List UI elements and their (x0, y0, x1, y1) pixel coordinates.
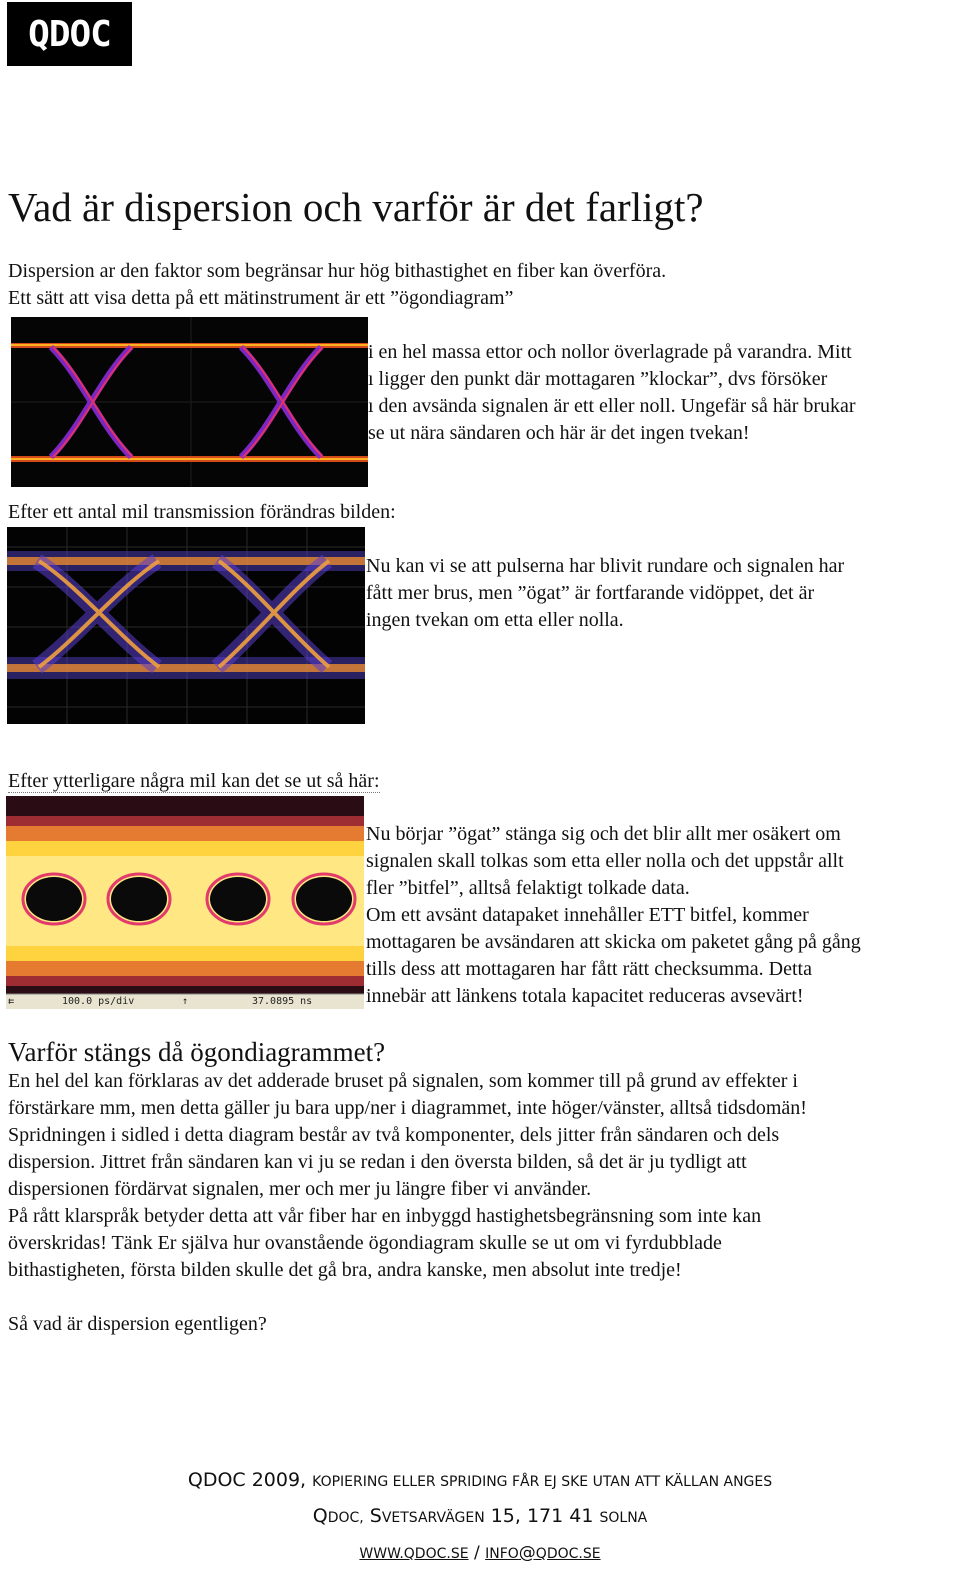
eye3-text-line-1: Nu börjar ”ögat” stänga sig och det blir allt mer osäkert om (366, 823, 841, 845)
scope-up-arrow-icon: ↑ (182, 996, 189, 1007)
scope-time-position: 37.0895 ns (252, 996, 313, 1007)
caption-after-transmission: Efter ett antal mil transmission förändras bilden: (8, 501, 396, 523)
body-line-1: En hel del kan förklaras av det adderade bruset på signalen, som kommer till på grund av effekter i (8, 1070, 798, 1092)
body-line-4: dispersion. Jittret från sändaren kan vi ju se redan i den översta bilden, så det är ju tydligt att (8, 1151, 747, 1173)
eye1-text-line-4: se ut nära sändaren och här är det ingen tvekan! (368, 422, 750, 444)
body-line-6: På rått klarspråk betyder detta att vår fiber har en inbyggd hastighetsbegränsning som inte kan (8, 1205, 762, 1227)
caption-further-miles: Efter ytterligare några mil kan det se ut så här: (8, 770, 380, 792)
body-paragraph (8, 1068, 953, 1284)
eye2-text-line-2: fått mer brus, men ”ögat” är fortfarande vidöppet, det är (366, 582, 815, 604)
eye3-text-line-7: innebär att länkens totala kapacitet reduceras avsevärt! (366, 985, 804, 1007)
page-title: Vad är dispersion och varför är det farligt? (8, 184, 704, 230)
eye3-text-line-4: Om ett avsänt datapaket innehåller ETT bitfel, kommer (366, 904, 809, 926)
eye1-text-line-1: i en hel massa ettor och nollor överlagrade på varandra. Mitt (368, 341, 852, 363)
eye3-text-line-6: tills dess att mottagaren har fått rätt checksumma. Detta (366, 958, 812, 980)
body-line-3: Spridningen i sidled i detta diagram består av två komponenter, dels jitter från sändaren och dels (8, 1124, 780, 1146)
eye2-text-line-1: Nu kan vi se att pulserna har blivit rundare och signalen har (366, 555, 845, 577)
intro-line-2: Ett sätt att visa detta på ett mätinstrument är ett ”ögondiagram” (8, 287, 514, 309)
logo-text: QDOC (28, 13, 111, 55)
section-heading: Varför stängs då ögondiagrammet? (8, 1037, 386, 1067)
footer-copyright: QDOC 2009, KOPIERING ELLER SPRIDING FÅR EJ SKE UTAN ATT KÄLLAN ANGES (187, 1469, 773, 1491)
body-line-8: bithastigheten, första bilden skulle det gå bra, andra kanske, men absolut inte tredje! (8, 1259, 682, 1281)
qdoc-logo (7, 2, 132, 66)
intro-line-1: Dispersion ar den faktor som begränsar hur hög bithastighet en fiber kan överföra. (8, 260, 667, 282)
eye3-text-line-5: mottagaren be avsändaren att skicka om paketet gång på gång (366, 931, 861, 953)
body-line-5: dispersionen fördärvat signalen, mer och mer ju längre fiber vi använder. (8, 1178, 592, 1200)
eye-diagram-closing-image (6, 796, 364, 1009)
eye1-text-line-3: ı den avsända signalen är ett eller noll. Ungefär så här brukar (368, 395, 856, 417)
eye2-text-line-3: ingen tvekan om etta eller nolla. (366, 609, 624, 631)
eye-diagram-noisy-image (7, 527, 365, 724)
website-link[interactable]: WWW.QDOC.SE (359, 1546, 469, 1562)
eye1-text-line-2: ı ligger den punkt där mottagaren ”klockar”, dvs försöker (368, 368, 828, 390)
body-line-7: överskridas! Tänk Er själva hur ovanstående ögondiagram skulle se ut om vi fyrdubblade (8, 1232, 722, 1254)
scope-timebase: 100.0 ps/div (62, 996, 135, 1007)
eye3-text-line-3: fler ”bitfel”, alltså felaktigt tolkade data. (366, 877, 690, 899)
scope-readout-bar (6, 994, 364, 1009)
email-link[interactable]: INFO@QDOC.SE (485, 1543, 601, 1563)
footer-address: QDOC, SVETSARVÄGEN 15, 171 41 SOLNA (312, 1505, 648, 1527)
scope-marker-icon: ⇇ (8, 996, 15, 1007)
closing-question: Så vad är dispersion egentligen? (8, 1313, 267, 1335)
eye-diagram-clean-image (11, 317, 368, 487)
footer-links: WWW.QDOC.SE / INFO@QDOC.SE (359, 1543, 601, 1563)
eye3-text-line-2: signalen skall tolkas som etta eller nolla och det uppstår allt (366, 850, 844, 872)
body-line-2: förstärkare mm, men detta gäller ju bara upp/ner i diagrammet, inte höger/vänster, alltså tidsdomän! (8, 1097, 807, 1119)
